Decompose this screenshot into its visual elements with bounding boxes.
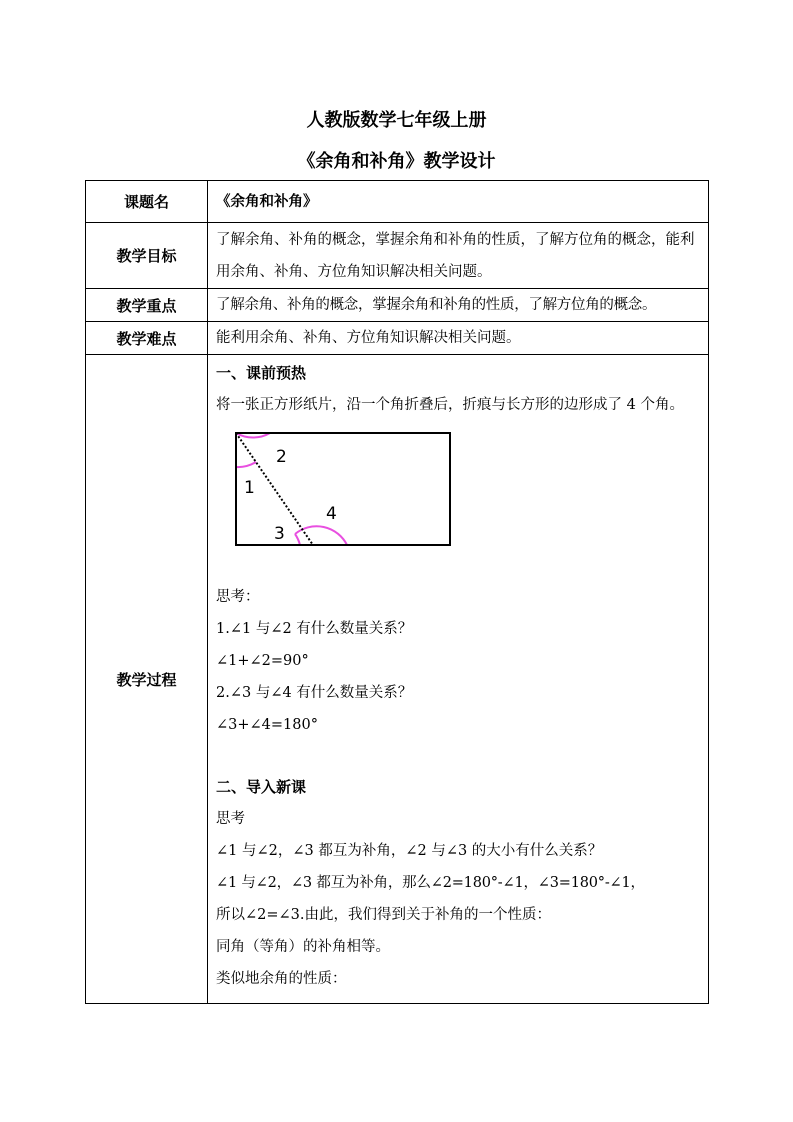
question-1: 1.∠1 与∠2 有什么数量关系？ <box>216 621 413 637</box>
label-topic: 课题名 <box>86 181 208 223</box>
answer-1: ∠1+∠2=90° <box>216 653 309 669</box>
value-topic: 《余角和补角》 <box>208 181 709 223</box>
value-key-points: 了解余角、补角的概念，掌握余角和补角的性质，了解方位角的概念。 <box>208 289 709 322</box>
arc-3 <box>295 534 300 545</box>
text-line-3: 所以∠2=∠3.由此，我们得到关于补角的一个性质： <box>216 907 552 923</box>
rectangle-paper <box>236 433 450 545</box>
folded-paper-figure <box>216 421 476 581</box>
angle-label-2: 2 <box>276 447 287 467</box>
think-label: 思考： <box>216 589 260 605</box>
answer-2: ∠3+∠4=180° <box>216 717 318 733</box>
angle-label-3: 3 <box>274 524 285 544</box>
table-row-key-points <box>86 289 709 322</box>
label-key-points: 教学重点 <box>86 289 208 322</box>
table-row-objectives <box>86 223 709 289</box>
label-objectives: 教学目标 <box>86 223 208 289</box>
table-row-difficulties <box>86 322 709 355</box>
text-line-1: ∠1 与∠2，∠3 都互为补角，∠2 与∠3 的大小有什么关系？ <box>216 843 603 859</box>
section2-heading: 二、导入新课 <box>216 778 307 796</box>
document-title: 人教版数学七年级上册 <box>306 110 487 131</box>
spacer <box>216 741 704 771</box>
angle-label-1: 1 <box>244 478 255 498</box>
question-2: 2.∠3 与∠4 有什么数量关系？ <box>216 685 413 701</box>
table-row-process <box>86 355 709 1004</box>
label-difficulties: 教学难点 <box>86 322 208 355</box>
think2-label: 思考 <box>216 811 245 827</box>
section1-intro: 将一张正方形纸片，沿一个角折叠后，折痕与长方形的边形成了 4 个角。 <box>216 397 684 413</box>
section1-heading: 一、课前预热 <box>216 364 307 382</box>
angle-label-4: 4 <box>326 504 337 524</box>
table-row-topic <box>86 181 709 223</box>
value-objectives: 了解余角、补角的概念，掌握余角和补角的性质，了解方位角的概念，能利用余角、补角、方位角知识解决相关问题。 <box>208 223 709 289</box>
text-line-5: 类似地余角的性质： <box>216 971 347 987</box>
arc-1 <box>236 462 256 467</box>
document-subtitle: 《余角和补角》教学设计 <box>297 151 496 172</box>
text-line-4: 同角（等角）的补角相等。 <box>216 939 390 955</box>
text-line-2: ∠1 与∠2，∠3 都互为补角，那么∠2=180°-∠1，∠3=180°-∠1， <box>216 875 645 891</box>
value-difficulties: 能利用余角、补角、方位角知识解决相关问题。 <box>208 322 709 355</box>
lesson-plan-table <box>85 180 709 1004</box>
angle-diagram <box>216 421 476 581</box>
label-process: 教学过程 <box>86 355 208 1004</box>
process-content <box>208 355 709 1004</box>
